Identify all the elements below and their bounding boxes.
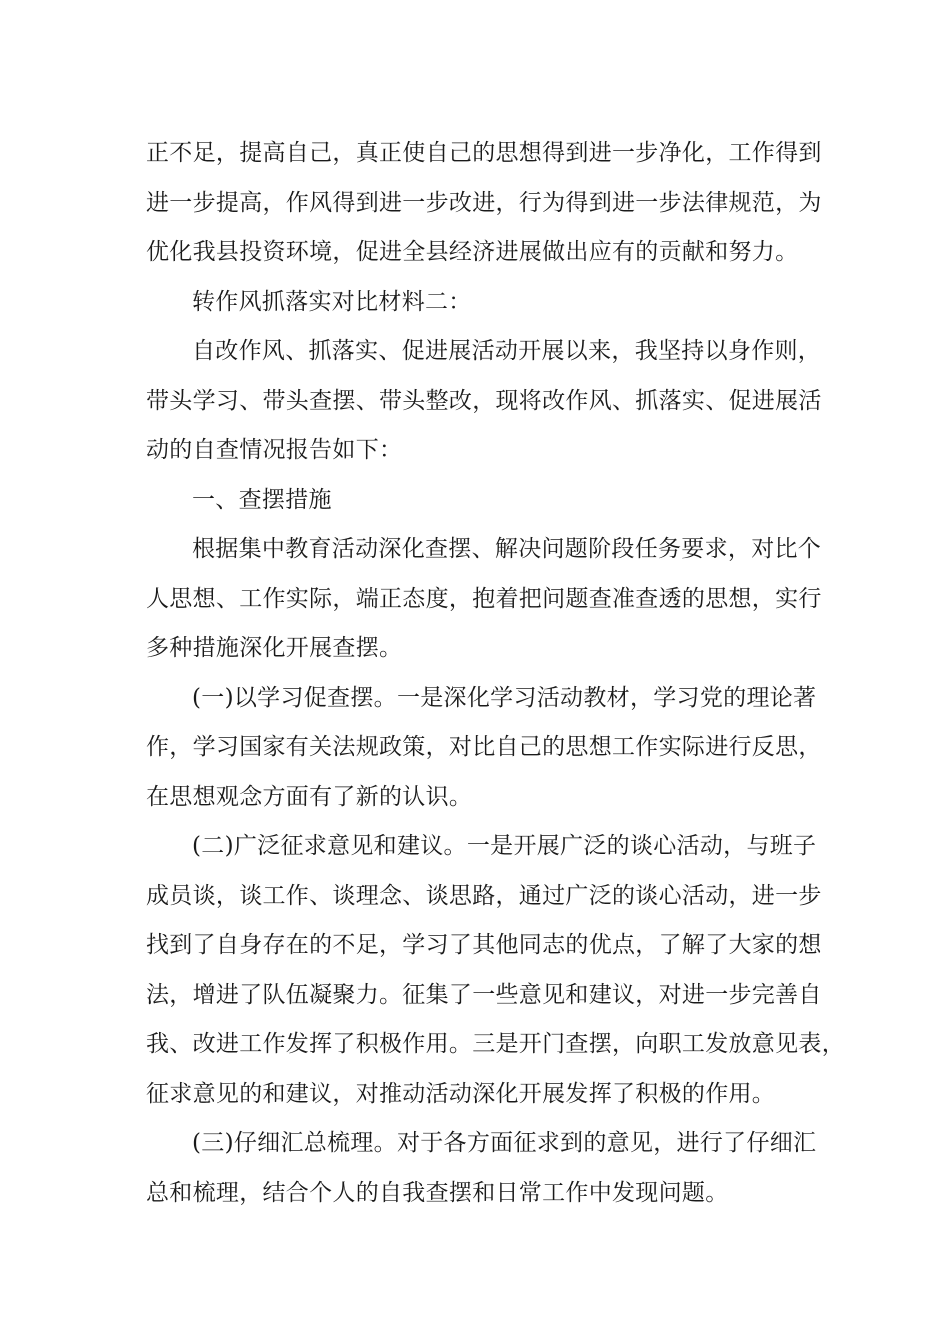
text-line: 进一步提高，作风得到进一步改进，行为得到进一步法律规范，为 xyxy=(146,189,822,216)
text-line: 在思想观念方面有了新的认识。 xyxy=(146,783,473,810)
text-line: (三)仔细汇总梳理。对于各方面征求到的意见，进行了仔细汇 xyxy=(192,1130,817,1156)
text-line: 征求意见的和建议，对推动活动深化开展发挥了积极的作用。 xyxy=(146,1080,776,1107)
text-line: 作，学习国家有关法规政策，对比自己的思想工作实际进行反思， xyxy=(146,734,822,760)
text-line: (二)广泛征求意见和建议。一是开展广泛的谈心活动，与班子 xyxy=(192,833,817,859)
text-line: 多种措施深化开展查摆。 xyxy=(146,635,403,661)
text-line: 找到了自身存在的不足，学习了其他同志的优点，了解了大家的想 xyxy=(146,932,822,958)
text-line: 人思想、工作实际，端正态度，抱着把问题查准查透的思想，实行 xyxy=(146,585,822,612)
text-line: 优化我县投资环境，促进全县经济进展做出应有的贡献和努力。 xyxy=(146,239,799,265)
section-heading: 一、查摆措施 xyxy=(192,486,332,513)
text-line: 法，增进了队伍凝聚力。征集了一些意见和建议，对进一步完善自 xyxy=(146,981,822,1008)
text-line: 我、改进工作发挥了积极作用。三是开门查摆，向职工发放意见表， xyxy=(146,1031,845,1057)
text-line: 成员谈，谈工作、谈理念、谈思路，通过广泛的谈心活动，进一步 xyxy=(146,882,822,909)
text-line: 根据集中教育活动深化查摆、解决问题阶段任务要求，对比个 xyxy=(192,536,822,562)
document-body xyxy=(146,135,845,1224)
text-line: 总和梳理，结合个人的自我查摆和日常工作中发现问题。 xyxy=(146,1179,729,1206)
text-line: 自改作风、抓落实、促进展活动开展以来，我坚持以身作则， xyxy=(192,338,822,364)
text-line: 正不足，提高自己，真正使自己的思想得到进一步净化，工作得到 xyxy=(146,140,822,166)
text-line: 带头学习、带头查摆、带头整改，现将改作风、抓落实、促进展活 xyxy=(146,387,822,414)
section-heading: 转作风抓落实对比材料二： xyxy=(192,288,472,315)
text-line: 动的自查情况报告如下： xyxy=(146,437,403,463)
text-line: (一)以学习促查摆。一是深化学习活动教材，学习党的理论著 xyxy=(192,684,817,711)
